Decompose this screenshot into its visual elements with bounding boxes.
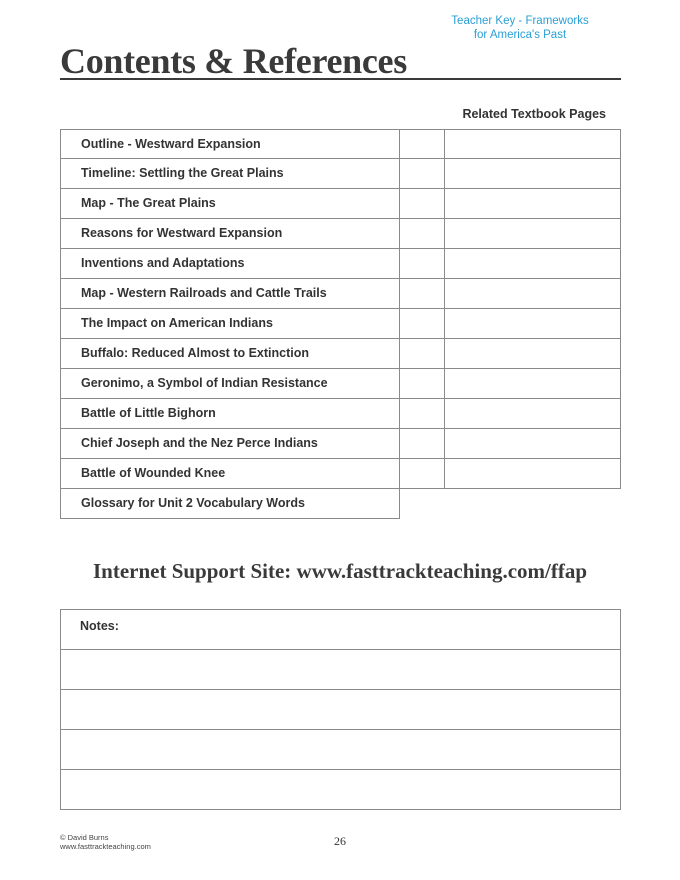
- teacher-key-line1: Teacher Key - Frameworks: [451, 15, 589, 27]
- topic-title: Glossary for Unit 2 Vocabulary Words: [60, 489, 400, 519]
- table-row: [60, 489, 621, 519]
- textbook-page-cell: [399, 279, 445, 309]
- topic-title: Outline - Westward Expansion: [60, 129, 400, 159]
- topic-title: The Impact on American Indians: [60, 309, 400, 339]
- table-row: [60, 279, 621, 309]
- textbook-page-cell: [444, 459, 621, 489]
- topic-title: Chief Joseph and the Nez Perce Indians: [60, 429, 400, 459]
- notes-line: [61, 689, 620, 690]
- textbook-page-cell: [444, 309, 621, 339]
- table-row: [60, 399, 621, 429]
- textbook-page-cell: [444, 369, 621, 399]
- notes-line: [61, 729, 620, 730]
- textbook-page-cell: [399, 309, 445, 339]
- footer-copyright: © David Burns: [60, 833, 109, 842]
- textbook-page-cell: [399, 459, 445, 489]
- table-row: [60, 429, 621, 459]
- textbook-page-cell: [399, 219, 445, 249]
- notes-line: [61, 649, 620, 650]
- contents-table: [60, 129, 621, 519]
- teacher-key-line2: for America's Past: [473, 29, 567, 41]
- topic-title: Map - The Great Plains: [60, 189, 400, 219]
- page-title: Contents & References: [60, 41, 407, 81]
- table-row: [60, 219, 621, 249]
- table-row: [60, 309, 621, 339]
- topic-title: Battle of Little Bighorn: [60, 399, 400, 429]
- textbook-page-cell: [444, 399, 621, 429]
- textbook-page-cell: [399, 369, 445, 399]
- textbook-page-cell: [444, 279, 621, 309]
- table-row: [60, 249, 621, 279]
- table-row: [60, 339, 621, 369]
- notes-box: [60, 609, 621, 810]
- page-number: 26: [334, 834, 346, 848]
- topic-title: Buffalo: Reduced Almost to Extinction: [60, 339, 400, 369]
- textbook-page-cell: [444, 249, 621, 279]
- topic-title: Inventions and Adaptations: [60, 249, 400, 279]
- topic-title: Battle of Wounded Knee: [60, 459, 400, 489]
- textbook-page-cell: [444, 339, 621, 369]
- textbook-page-cell: [399, 159, 445, 189]
- textbook-page-cell: [399, 429, 445, 459]
- textbook-page-cell: [399, 129, 445, 159]
- topic-title: Timeline: Settling the Great Plains: [60, 159, 400, 189]
- textbook-page-cell: [444, 159, 621, 189]
- table-row: [60, 459, 621, 489]
- notes-label: Notes:: [80, 619, 119, 633]
- topic-title: Geronimo, a Symbol of Indian Resistance: [60, 369, 400, 399]
- textbook-page-cell: [399, 339, 445, 369]
- related-textbook-pages-header: Related Textbook Pages: [462, 107, 606, 121]
- topic-title: Map - Western Railroads and Cattle Trails: [60, 279, 400, 309]
- topic-title: Reasons for Westward Expansion: [60, 219, 400, 249]
- table-row: [60, 159, 621, 189]
- title-divider: [60, 78, 621, 80]
- table-row: [60, 189, 621, 219]
- textbook-page-cell: [399, 189, 445, 219]
- textbook-page-cell: [444, 429, 621, 459]
- textbook-page-cell: [399, 399, 445, 429]
- teacher-key-label: [420, 14, 620, 42]
- internet-support-site: Internet Support Site: www.fasttrackteaching.com/ffap: [92, 559, 588, 583]
- notes-line: [61, 769, 620, 770]
- textbook-page-cell: [444, 189, 621, 219]
- textbook-page-cell: [444, 219, 621, 249]
- footer-website: www.fasttrackteaching.com: [60, 842, 151, 851]
- textbook-page-cell: [444, 129, 621, 159]
- table-row: [60, 369, 621, 399]
- table-row: [60, 129, 621, 159]
- textbook-page-cell: [399, 249, 445, 279]
